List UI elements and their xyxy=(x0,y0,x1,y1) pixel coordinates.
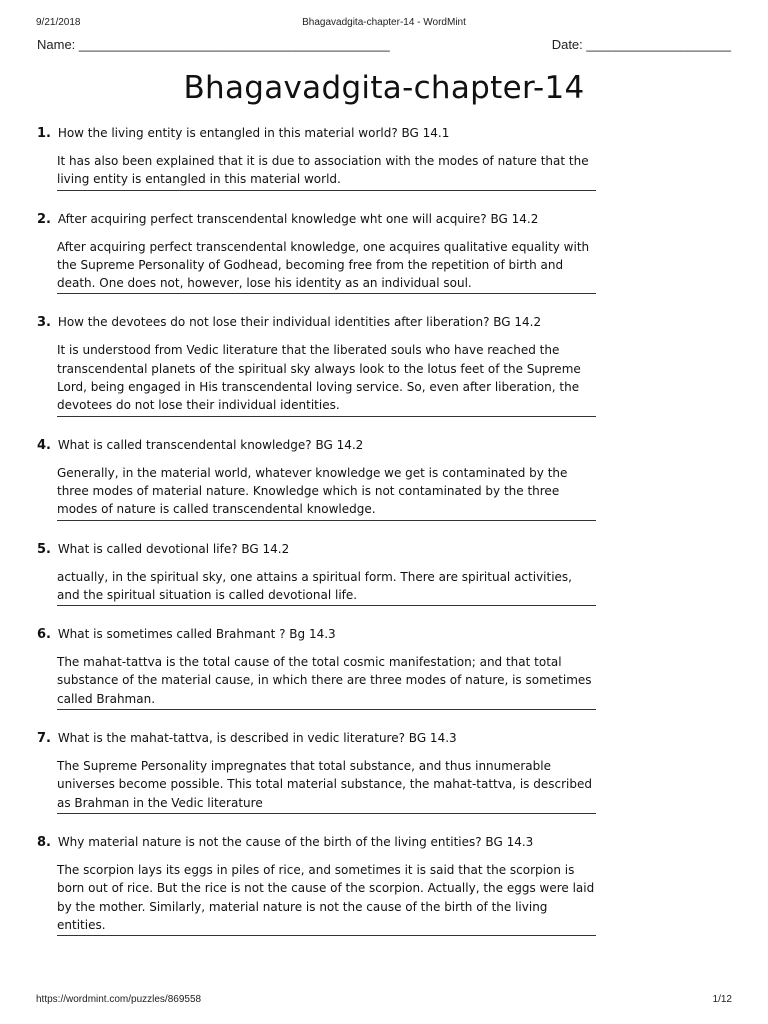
question-line xyxy=(37,436,597,455)
question-text: Why material nature is not the cause of the birth of the living entities? BG 14.3 xyxy=(57,834,534,849)
page-url: https://wordmint.com/puzzles/869558 xyxy=(36,994,202,1005)
question-number: 2. xyxy=(37,211,51,227)
question-number: 8. xyxy=(37,834,51,850)
question-line xyxy=(37,729,597,748)
answer-text: The Supreme Personality impregnates that total substance, and thus innumerable universes become possible. This total material substance, the mahat-tattva, is described as Brahman in the Vedic literature xyxy=(57,757,596,814)
question-item xyxy=(37,833,597,936)
question-text: How the living entity is entangled in this material world? BG 14.1 xyxy=(57,126,450,140)
question-number: 4. xyxy=(37,437,51,453)
question-number: 5. xyxy=(37,541,51,557)
answer-text: It has also been explained that it is due to association with the modes of nature that the living entity is entangled in this material world. xyxy=(57,152,596,191)
question-list xyxy=(37,124,597,955)
date-field: Date: ____________________ xyxy=(551,37,731,52)
question-text: What is called transcendental knowledge? BG 14.2 xyxy=(57,437,364,452)
answer-text: The scorpion lays its eggs in piles of rice, and sometimes it is said that the scorpion is born out of rice. But the rice is not the cause of the scorpion. Actually, the eggs were laid by the mother. Similarly, material nature is not the cause of the birth of the living entities. xyxy=(57,861,596,936)
print-date: 9/21/2018 xyxy=(36,17,81,28)
question-number: 1. xyxy=(37,126,51,141)
question-text: What is called devotional life? BG 14.2 xyxy=(57,541,290,556)
question-number: 7. xyxy=(37,731,51,747)
question-line xyxy=(37,833,597,852)
question-number: 3. xyxy=(37,315,51,331)
question-line xyxy=(37,540,597,559)
name-field: Name: ___________________________________________ xyxy=(37,37,390,52)
question-item xyxy=(37,124,597,191)
question-line xyxy=(37,625,597,644)
answer-text: It is understood from Vedic literature that the liberated souls who have reached the transcendental planets of the spiritual sky always look to the lotus feet of the Supreme Lord, being engaged in His transcendental loving service. So, even after liberation, the devotees do not lose their individual identities. xyxy=(57,341,596,416)
question-item xyxy=(37,313,597,416)
question-line xyxy=(37,313,597,332)
question-item xyxy=(37,210,597,295)
worksheet-title: Bhagavadgita-chapter-14 xyxy=(183,70,585,106)
question-item xyxy=(37,436,597,521)
answer-text: After acquiring perfect transcendental knowledge, one acquires qualitative equality with the Supreme Personality of Godhead, becoming free from the repetition of birth and death. One does not, however, lose his identity as an individual soul. xyxy=(57,238,596,295)
answer-text: Generally, in the material world, whatever knowledge we get is contaminated by the three modes of material nature. Knowledge which is not contaminated by the three modes of nature is called transcendental knowledge. xyxy=(57,464,596,521)
question-number: 6. xyxy=(37,627,51,643)
question-item xyxy=(37,729,597,814)
print-footer xyxy=(36,994,732,1008)
question-item xyxy=(37,540,597,607)
print-page-title: Bhagavadgita-chapter-14 - WordMint xyxy=(302,17,466,28)
print-header xyxy=(36,17,732,31)
answer-text: actually, in the spiritual sky, one attains a spiritual form. There are spiritual activities, and the spiritual situation is called devotional life. xyxy=(57,568,596,607)
question-text: What is the mahat-tattva, is described in vedic literature? BG 14.3 xyxy=(57,731,457,746)
page-counter: 1/12 xyxy=(712,994,732,1005)
question-text: How the devotees do not lose their individual identities after liberation? BG 14.2 xyxy=(57,315,542,330)
question-line xyxy=(37,124,597,143)
question-item xyxy=(37,625,597,710)
answer-text: The mahat-tattva is the total cause of the total cosmic manifestation; and that total substance of the material cause, in which there are three modes of nature, is sometimes called Brahman. xyxy=(57,653,596,710)
question-text: What is sometimes called Brahmant ? Bg 14.3 xyxy=(57,627,336,642)
name-date-row xyxy=(37,37,731,55)
question-text: After acquiring perfect transcendental knowledge wht one will acquire? BG 14.2 xyxy=(57,211,539,226)
question-line xyxy=(37,210,597,229)
